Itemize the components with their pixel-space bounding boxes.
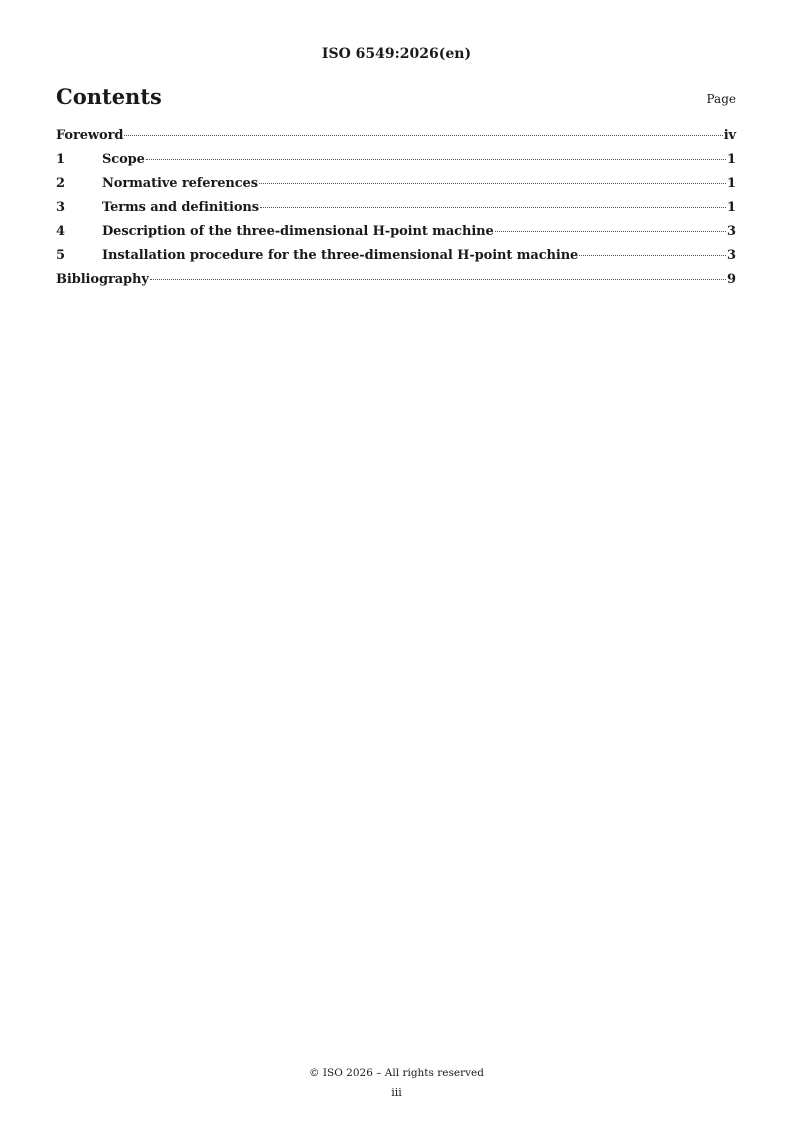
toc-entry-bibliography[interactable] (56, 272, 736, 296)
toc-entry-terms-and-definitions[interactable] (56, 200, 736, 224)
footer-page-number: iii (391, 1086, 402, 1099)
toc-entry-normative-references[interactable] (56, 176, 736, 200)
toc-entry-number: 5 (56, 248, 65, 263)
toc-entry-number: 4 (56, 224, 65, 239)
dot-leader (495, 231, 726, 232)
dot-leader (124, 135, 722, 136)
document-id-header: ISO 6549:2026(en) (321, 46, 472, 62)
toc-entry-number: 2 (56, 176, 65, 191)
dot-leader (150, 279, 726, 280)
dot-leader (259, 183, 726, 184)
contents-title: Contents (56, 84, 162, 109)
toc-entry-description[interactable] (56, 224, 736, 248)
toc-entry-page: 1 (727, 200, 736, 215)
toc-entry-title: Installation procedure for the three-dimensional H-point machine (102, 248, 579, 263)
page-column-label: Page (706, 92, 736, 106)
toc-entry-installation-procedure[interactable] (56, 248, 736, 272)
toc-entry-page: iv (723, 128, 736, 143)
toc-entry-title: Description of the three-dimensional H-point machine (102, 224, 494, 239)
dot-leader (260, 207, 726, 208)
toc-entry-title: Bibliography (56, 272, 149, 287)
toc-entry-page: 3 (727, 248, 736, 263)
dot-leader (146, 159, 726, 160)
footer-copyright: © ISO 2026 – All rights reserved (309, 1067, 484, 1079)
toc-entry-title: Normative references (102, 176, 258, 191)
toc-entry-title: Scope (102, 152, 145, 167)
toc-entry-number: 3 (56, 200, 65, 215)
table-of-contents (56, 128, 736, 296)
toc-entry-page: 1 (727, 152, 736, 167)
toc-entry-title: Foreword (56, 128, 124, 143)
toc-entry-page: 9 (727, 272, 736, 287)
toc-entry-page: 1 (727, 176, 736, 191)
toc-entry-foreword[interactable] (56, 128, 736, 152)
toc-entry-scope[interactable] (56, 152, 736, 176)
toc-entry-number: 1 (56, 152, 65, 167)
toc-entry-page: 3 (727, 224, 736, 239)
toc-entry-title: Terms and definitions (102, 200, 259, 215)
dot-leader (579, 255, 726, 256)
